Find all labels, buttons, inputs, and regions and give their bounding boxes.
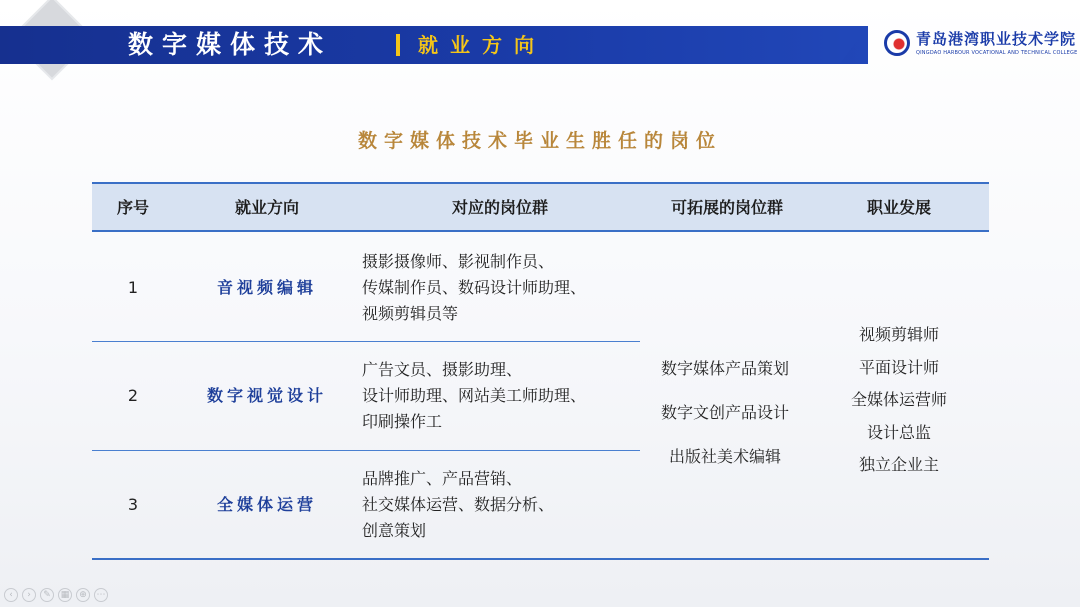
jobs-table — [92, 182, 989, 560]
header-direction: 就业方向 — [234, 198, 299, 217]
row-1-posts — [362, 249, 632, 327]
college-logo — [880, 28, 1076, 64]
extended-post-item: 数字媒体产品策划 — [660, 359, 789, 378]
header-extended: 可拓展的岗位群 — [670, 198, 783, 217]
career-item: 全媒体运营师 — [850, 390, 947, 409]
header-num: 序号 — [116, 198, 149, 217]
row-3-post-line: 创意策划 — [362, 521, 427, 540]
career-item: 平面设计师 — [858, 357, 939, 377]
prev-icon[interactable]: ‹ — [4, 588, 18, 602]
extended-post-item: 数字文创产品设计 — [660, 403, 789, 422]
row-1-post-line: 视频剪辑员等 — [362, 304, 459, 323]
college-name-en: QINGDAO HARBOUR VOCATIONAL AND TECHNICAL COLLEGE — [916, 50, 1078, 56]
slideshow-toolbar — [4, 588, 108, 604]
section-title: 就业方向 — [418, 33, 546, 57]
career-item: 独立企业主 — [858, 455, 939, 474]
header-posts: 对应的岗位群 — [451, 198, 548, 217]
career-item: 视频剪辑师 — [858, 325, 939, 344]
row-divider — [92, 341, 640, 342]
row-3-posts — [362, 466, 632, 544]
row-1-direction: 音视频编辑 — [216, 278, 317, 297]
next-icon[interactable]: › — [22, 588, 36, 602]
header-separator — [396, 34, 400, 56]
pen-icon[interactable]: ✎ — [40, 588, 54, 602]
row-2-num: 2 — [127, 386, 139, 405]
row-1-post-line: 传媒制作员、数码设计师助理、 — [362, 278, 587, 297]
header-band-edge — [840, 26, 868, 64]
row-divider — [92, 450, 640, 451]
row-3-direction: 全媒体运营 — [216, 495, 317, 514]
row-1-post-line: 摄影摄像师、影视制作员、 — [362, 252, 555, 271]
row-2-post-line: 印刷操作工 — [362, 412, 443, 431]
row-2-post-line: 设计师助理、网站美工师助理、 — [362, 386, 587, 405]
career-development — [819, 319, 979, 482]
career-item: 设计总监 — [866, 422, 931, 442]
row-2-post-line: 广告文员、摄影助理、 — [362, 360, 523, 379]
row-2-direction: 数字视觉设计 — [206, 386, 327, 405]
page-title: 数字媒体技术毕业生胜任的岗位 — [357, 130, 722, 152]
extended-post-item: 出版社美术编辑 — [668, 447, 781, 466]
row-2-posts — [362, 357, 632, 435]
college-name-cn: 青岛港湾职业技术学院 — [916, 30, 1077, 48]
extended-posts — [640, 347, 810, 479]
header-career: 职业发展 — [866, 198, 931, 217]
brand-title: 数字媒体技术 — [128, 30, 333, 59]
row-3-post-line: 社交媒体运营、数据分析、 — [362, 495, 555, 514]
row-3-num: 3 — [127, 495, 139, 514]
row-1-num: 1 — [127, 278, 139, 297]
zoom-icon[interactable]: ⊕ — [76, 588, 90, 602]
row-3-post-line: 品牌推广、产品营销、 — [362, 469, 523, 488]
slides-icon[interactable]: ▦ — [58, 588, 72, 602]
table-header — [92, 182, 989, 232]
more-icon[interactable]: ⋯ — [94, 588, 108, 602]
college-logo-icon — [884, 30, 910, 56]
table-bottom-border — [92, 558, 989, 560]
